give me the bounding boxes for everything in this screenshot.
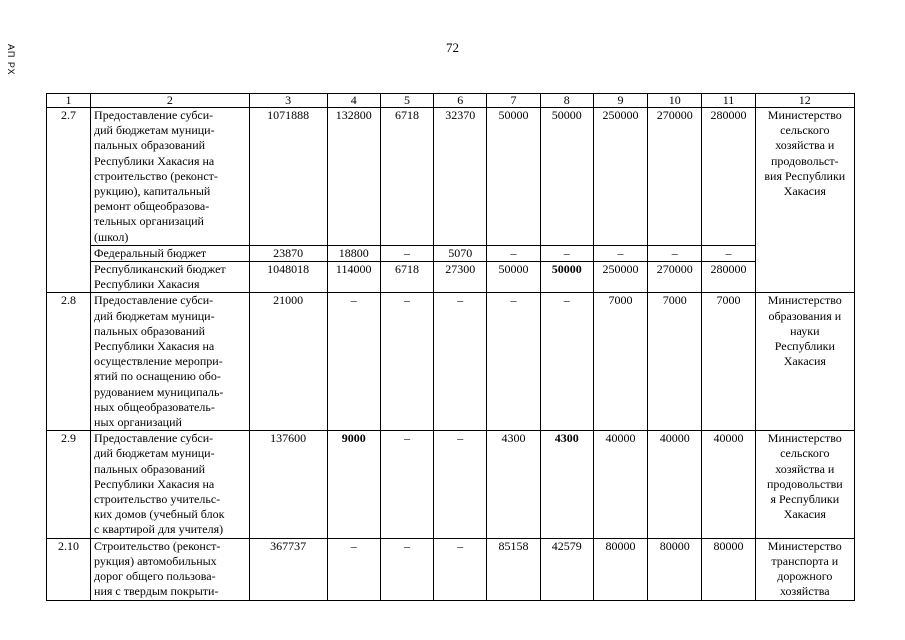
value-cell: –	[434, 293, 487, 431]
value-cell: 27300	[434, 262, 487, 293]
header-cell: 12	[755, 94, 854, 108]
value-cell: –	[593, 245, 647, 261]
value-cell: –	[327, 538, 380, 600]
value-cell: 85158	[487, 538, 540, 600]
value-cell: –	[380, 245, 433, 261]
value-cell: –	[380, 293, 433, 431]
row-number: 2.9	[47, 431, 91, 538]
table-row	[47, 538, 855, 600]
value-cell: 1048018	[249, 262, 327, 293]
value-cell: 21000	[249, 293, 327, 431]
row-executor: Министерство образования и науки Республики Хакасия	[755, 293, 854, 431]
value-cell: 42579	[540, 538, 593, 600]
table-row	[47, 108, 855, 246]
value-cell: –	[380, 538, 433, 600]
value-cell: 50000	[487, 108, 540, 246]
table-row	[47, 293, 855, 431]
value-cell: 270000	[648, 108, 702, 246]
value-cell: 50000	[540, 262, 593, 293]
row-description: Предоставление субси- дий бюджетам муници- пальных образований Республики Хакасия на строительство (реконст- рукцию), капитальный ремонт общеобразова- тельных организаций (школ)	[91, 108, 250, 246]
header-cell: 4	[327, 94, 380, 108]
table-subrow	[47, 262, 855, 293]
row-description: Строительство (реконст- рукция) автомобильных дорог общего пользова- ния с твердым покрыти-	[91, 538, 250, 600]
value-cell: 114000	[327, 262, 380, 293]
value-cell: 50000	[487, 262, 540, 293]
value-cell: 367737	[249, 538, 327, 600]
value-cell: 32370	[434, 108, 487, 246]
value-cell: –	[380, 431, 433, 538]
header-cell: 7	[487, 94, 540, 108]
header-cell: 5	[380, 94, 433, 108]
value-cell: 18800	[327, 245, 380, 261]
value-cell: 40000	[593, 431, 647, 538]
header-cell: 8	[540, 94, 593, 108]
table-subrow	[47, 245, 855, 261]
header-cell: 6	[434, 94, 487, 108]
value-cell: –	[702, 245, 755, 261]
value-cell: 23870	[249, 245, 327, 261]
budget-table	[46, 93, 855, 601]
value-cell: 80000	[648, 538, 702, 600]
header-cell: 10	[648, 94, 702, 108]
value-cell: –	[487, 245, 540, 261]
value-cell: –	[487, 293, 540, 431]
subrow-description: Федеральный бюджет	[91, 245, 250, 261]
value-cell: 1071888	[249, 108, 327, 246]
value-cell: 7000	[648, 293, 702, 431]
value-cell: 4300	[487, 431, 540, 538]
subrow-description: Республиканский бюджет Республики Хакасия	[91, 262, 250, 293]
value-cell: 7000	[593, 293, 647, 431]
header-cell: 2	[91, 94, 250, 108]
side-margin-mark: АП РХ	[6, 44, 16, 76]
value-cell: –	[434, 431, 487, 538]
row-number: 2.10	[47, 538, 91, 600]
row-number: 2.8	[47, 293, 91, 431]
value-cell: 280000	[702, 108, 755, 246]
value-cell: –	[540, 245, 593, 261]
table-header-row	[47, 94, 855, 108]
value-cell: 6718	[380, 108, 433, 246]
value-cell: –	[540, 293, 593, 431]
value-cell: 80000	[702, 538, 755, 600]
value-cell: 50000	[540, 108, 593, 246]
value-cell: –	[434, 538, 487, 600]
value-cell: 80000	[593, 538, 647, 600]
header-cell: 9	[593, 94, 647, 108]
header-cell: 3	[249, 94, 327, 108]
value-cell: 9000	[327, 431, 380, 538]
value-cell: 280000	[702, 262, 755, 293]
value-cell: 250000	[593, 262, 647, 293]
row-executor: Министерство транспорта и дорожного хозяйства	[755, 538, 854, 600]
page-number: 72	[446, 40, 459, 55]
row-executor: Министерство сельского хозяйства и продовольстви я Республики Хакасия	[755, 431, 854, 538]
value-cell: 137600	[249, 431, 327, 538]
row-executor: Министерство сельского хозяйства и продовольст- вия Республики Хакасия	[755, 108, 854, 293]
row-description: Предоставление субси- дий бюджетам муници- пальных образований Республики Хакасия на строительство учительс- ких домов (учебный блок с квартирой для учителя)	[91, 431, 250, 538]
value-cell: –	[648, 245, 702, 261]
value-cell: 132800	[327, 108, 380, 246]
value-cell: –	[327, 293, 380, 431]
value-cell: 270000	[648, 262, 702, 293]
row-number: 2.7	[47, 108, 91, 293]
table-row	[47, 431, 855, 538]
value-cell: 7000	[702, 293, 755, 431]
value-cell: 5070	[434, 245, 487, 261]
header-cell: 11	[702, 94, 755, 108]
header-cell: 1	[47, 94, 91, 108]
value-cell: 40000	[702, 431, 755, 538]
value-cell: 40000	[648, 431, 702, 538]
value-cell: 6718	[380, 262, 433, 293]
row-description: Предоставление субси- дий бюджетам муници- пальных образований Республики Хакасия на осуществление меропри- ятий по оснащению обо- рудованием муниципаль- ных общеобразователь- ных организаций	[91, 293, 250, 431]
value-cell: 250000	[593, 108, 647, 246]
value-cell: 4300	[540, 431, 593, 538]
